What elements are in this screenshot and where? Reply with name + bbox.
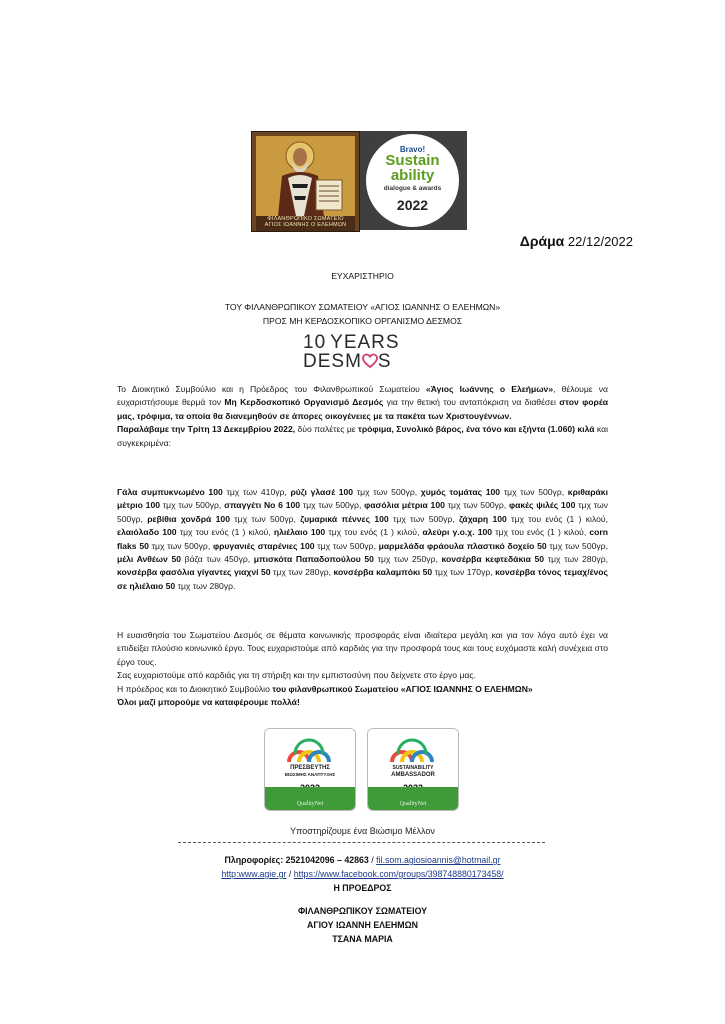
bravo-sustain: Sustain bbox=[385, 152, 440, 169]
item-name: corn flaks 50 bbox=[117, 527, 608, 551]
signatory-org-1: ΦΙΛΑΝΘΡΩΠΙΚΟΥ ΣΩΜΑΤΕΙΟΥ bbox=[297, 906, 428, 916]
separator: / bbox=[368, 855, 377, 865]
item-name: ζάχαρη 100 bbox=[458, 513, 507, 524]
item-detail: τμχ των 500γρ, bbox=[117, 500, 608, 524]
item-name: φρυγανιές σταρένιες 100 bbox=[212, 540, 315, 551]
item-detail: τμχ των 500γρ, bbox=[160, 500, 225, 511]
item-name: μαρμελάδα φράουλα πλαστικό δοχείο 50 bbox=[378, 540, 547, 551]
item-detail: τμχ των 500γρ, bbox=[546, 540, 608, 551]
badge-title bbox=[372, 765, 454, 778]
rings-icon bbox=[388, 734, 438, 764]
item-detail: τμχ των 250γρ, bbox=[373, 554, 442, 565]
date-value: 22/12/2022 bbox=[567, 234, 633, 249]
ambassador-badge-greek bbox=[264, 728, 356, 811]
dashed-divider bbox=[178, 842, 545, 843]
item-detail: τμχ των 500γρ, bbox=[500, 487, 568, 497]
intro-bold-4: Παραλάβαμε την Τρίτη 13 Δεκεμβρίου 2022, bbox=[117, 424, 296, 435]
icon-caption-line1: ΦΙΛΑΝΘΡΩΠΙΚΟ ΣΩΜΑΤΕΙΟ bbox=[267, 216, 344, 222]
signatory-role: Η ΠΡΟΕΔΡΟΣ bbox=[333, 883, 392, 893]
saint-icon-logo bbox=[251, 131, 360, 232]
from-title: ΤΟΥ ΦΙΛΑΝΘΡΩΠΙΚΟΥ ΣΩΜΑΤΕΙΟΥ «ΑΓΙΟΣ ΙΩΑΝΝΗΣ Ο ΕΛΕΗΜΩΝ» bbox=[224, 302, 501, 312]
bravo-year: 2022 bbox=[396, 197, 429, 213]
item-detail: τμχ των 410γρ, bbox=[222, 487, 291, 497]
desmos-name-end: S bbox=[377, 351, 392, 372]
item-name: μπισκότα Παπαδοπούλου 50 bbox=[253, 554, 374, 565]
closing-p3 bbox=[117, 683, 608, 696]
years-line bbox=[303, 333, 423, 353]
email-link[interactable]: fil.som.agiosioannis@hotmail.gr bbox=[376, 855, 501, 865]
item-name: κριθαράκι μέτριο 100 bbox=[117, 487, 608, 511]
items-paragraph bbox=[117, 486, 608, 593]
signatory-name: ΤΣΑΝΑ ΜΑΡΙΑ bbox=[332, 934, 393, 944]
closing-p3-bold: του φιλανθρωπικού Σωματείου «ΑΓΙΟΣ ΙΩΑΝΝΗΣ Ο ΕΛΕΗΜΩΝ» bbox=[272, 683, 533, 694]
intro-paragraph bbox=[117, 383, 608, 450]
items-list bbox=[117, 486, 608, 593]
item-name: κονσέρβα κεφτεδάκια 50 bbox=[441, 554, 545, 565]
item-name: ζυμαρικά πέννες 100 bbox=[300, 513, 389, 524]
badge-qualitynet: QualityNet bbox=[399, 801, 427, 807]
item-name: ρεβίθια χονδρά 100 bbox=[147, 513, 230, 524]
info-label: Πληροφορίες: bbox=[224, 855, 284, 865]
support-slogan: Υποστηρίζουμε ένα Βιώσιμο Μέλλον bbox=[290, 826, 435, 836]
item-name: φασόλια μέτρια 100 bbox=[364, 500, 445, 511]
separator: / bbox=[286, 869, 294, 879]
item-detail: τμχ των 500γρ, bbox=[388, 513, 459, 524]
date-city: Δράμα bbox=[519, 233, 565, 249]
item-name: σπαγγέτι Νο 6 100 bbox=[224, 500, 301, 511]
item-detail: τμχ του ενός (1 ) κιλού, bbox=[176, 527, 274, 538]
bravo-subtitle: dialogue & awards bbox=[383, 185, 442, 192]
badge-qualitynet: QualityNet bbox=[296, 801, 324, 807]
intro-bold-5: τρόφιμα, Συνολικό βάρος, ένα τόνο και εξήντα (1.060) κιλά bbox=[358, 424, 595, 435]
item-name: χυμός τομάτας 100 bbox=[420, 487, 501, 497]
item-detail: τμχ των 500γρ, bbox=[300, 500, 365, 511]
date-line bbox=[520, 233, 633, 249]
item-detail: τμχ του ενός (1 ) κιλού, bbox=[325, 527, 423, 538]
heart-icon bbox=[362, 353, 378, 369]
badge-title-line1: ΠΡΕΣΒΕΥΤΗΣ bbox=[290, 765, 330, 771]
desmos-10-years-logo bbox=[303, 333, 423, 373]
item-detail: τμχ των 500γρ, bbox=[229, 513, 301, 524]
item-name: κονσέρβα τόνος τεμαχ/ένος σε ηλιέλαιο 50 bbox=[117, 567, 608, 591]
badge-title bbox=[269, 765, 351, 778]
item-detail: τμχ του ενός (1 ) κιλού, bbox=[492, 527, 590, 538]
intro-text-3: για την θετική του ανταπόκριση να διαθέσει bbox=[383, 397, 560, 408]
item-name: μέλι Ανθέων 50 bbox=[117, 554, 182, 565]
closing-p1: Η ευαισθησία του Σωματείου Δεσμός σε θέματα κοινωνικής προσφοράς είναι ιδιαίτερα μεγάλη και για τον λόγο αυτό έχει να επιδείξει πλούσιο κοινωνικό έργο. Τους ευχαριστούμε από καρδιάς για την προσφορά τους και τους ευχόμαστε καλή συνέχεια στο έργο τους. bbox=[117, 630, 608, 667]
closing-p3-text: Η πρόεδρος και το Διοικητικό Συμβούλιο bbox=[117, 683, 273, 694]
intro-text-2: , θέλουμε να ευχαριστήσουμε θερμά τον bbox=[117, 384, 609, 408]
badge-title-line2: ΒΙΩΣΙΜΗΣ ΑΝΑΠΤΥΞΗΣ bbox=[284, 771, 336, 777]
item-name: φακές ψιλές 100 bbox=[508, 500, 576, 511]
website-link[interactable]: http:www.agie.gr bbox=[221, 869, 287, 879]
bravo-sustainability-logo bbox=[360, 131, 467, 230]
to-title: ΠΡΟΣ ΜΗ ΚΕΡΔΟΣΚΟΠΙΚΟ ΟΡΓΑΝΙΣΜΟ ΔΕΣΜΟΣ bbox=[262, 316, 463, 326]
item-detail: τμχ των 500γρ, bbox=[314, 540, 379, 551]
closing-paragraph bbox=[117, 629, 608, 709]
rings-icon bbox=[285, 734, 335, 764]
item-detail: τμχ των 280γρ, bbox=[544, 554, 609, 565]
web-line bbox=[0, 869, 725, 879]
years-number: 10 bbox=[303, 332, 327, 353]
item-detail: τμχ του ενός (1 ) κιλού, bbox=[506, 513, 609, 524]
item-detail: τμχ των 280γρ, bbox=[270, 567, 334, 578]
item-detail: τμχ των 500γρ, bbox=[444, 500, 509, 511]
bravo-ability: ability bbox=[390, 167, 435, 184]
item-name: κονσέρβα φασόλια γίγαντες γιαχνί 50 bbox=[117, 567, 271, 578]
bravo-circle bbox=[366, 134, 459, 227]
item-name: κονσέρβα καλαμπόκι 50 bbox=[333, 567, 433, 578]
badge-title-line1: SUSTAINABILITY bbox=[392, 765, 434, 771]
intro-bold-2: Μη Κερδοσκοπικό Οργανισμό Δεσμός bbox=[224, 397, 384, 408]
item-name: ηλιέλαιο 100 bbox=[273, 527, 326, 538]
item-name: Γάλα συμπυκνωμένο 100 bbox=[117, 487, 223, 497]
intro-text-5: και συγκεκριμένα: bbox=[117, 424, 608, 448]
desmos-name-start: DESM bbox=[303, 351, 362, 372]
closing-p4 bbox=[117, 696, 608, 709]
intro-bold-1: «Άγιος Ιωάννης ο Ελεήμων» bbox=[425, 384, 554, 394]
badge-title-line2: AMBASSADOR bbox=[391, 771, 435, 778]
years-word: YEARS bbox=[330, 332, 400, 353]
thanks-title: ΕΥΧΑΡΙΣΤΗΡΙΟ bbox=[331, 271, 394, 281]
intro-bold-3: στον φορέα μας, τρόφιμα, τα οποία θα διανεμηθούν σε άπορες οικογένειες με τα πακέτα των Χριστουγέννων. bbox=[117, 397, 608, 421]
item-detail: τμχ των 500γρ, bbox=[148, 540, 213, 551]
closing-p4-bold: Όλοι μαζί μπορούμε να καταφέρουμε πολλά! bbox=[117, 697, 300, 708]
item-name: ρύζι γλασέ 100 bbox=[290, 487, 354, 497]
closing-p2: Σας ευχαριστούμε από καρδιάς για τη στήριξη και την εμπιστοσύνη που δείχνετε στο έργο μας. bbox=[117, 670, 476, 681]
item-detail: τμχ των 500γρ, bbox=[353, 487, 421, 497]
item-name: αλεύρι γ.ο.χ. 100 bbox=[422, 527, 493, 538]
phone-numbers: 2521042096 – 42863 bbox=[283, 855, 369, 865]
icon-caption bbox=[252, 216, 359, 228]
ambassador-badge-english bbox=[367, 728, 459, 811]
bravo-mark: Bravo! bbox=[399, 145, 426, 154]
icon-caption-line2: ΑΓΙΟΣ ΙΩΑΝΝΗΣ Ο ΕΛΕΗΜΩΝ bbox=[264, 222, 347, 228]
item-detail: βάζα των 450γρ, bbox=[181, 554, 254, 565]
facebook-link[interactable]: https://www.facebook.com/groups/398748880173458/ bbox=[293, 869, 504, 879]
intro-text-1: Το Διοικητικό Συμβούλιο και η Πρόεδρος του Φιλανθρωπικού Σωματείου bbox=[117, 384, 426, 394]
signatory-org-2: ΑΓΙΟΥ ΙΩΑΝΝΗ ΕΛΕΗΜΩΝ bbox=[306, 920, 419, 930]
intro-text-4: δύο παλέτες με bbox=[295, 424, 359, 435]
item-name: ελαιόλαδο 100 bbox=[117, 527, 177, 538]
desmos-name-line bbox=[303, 352, 423, 372]
item-detail: τμχ των 280γρ. bbox=[175, 580, 236, 591]
item-detail: τμχ των 170γρ, bbox=[432, 567, 496, 578]
contact-line bbox=[0, 855, 725, 865]
